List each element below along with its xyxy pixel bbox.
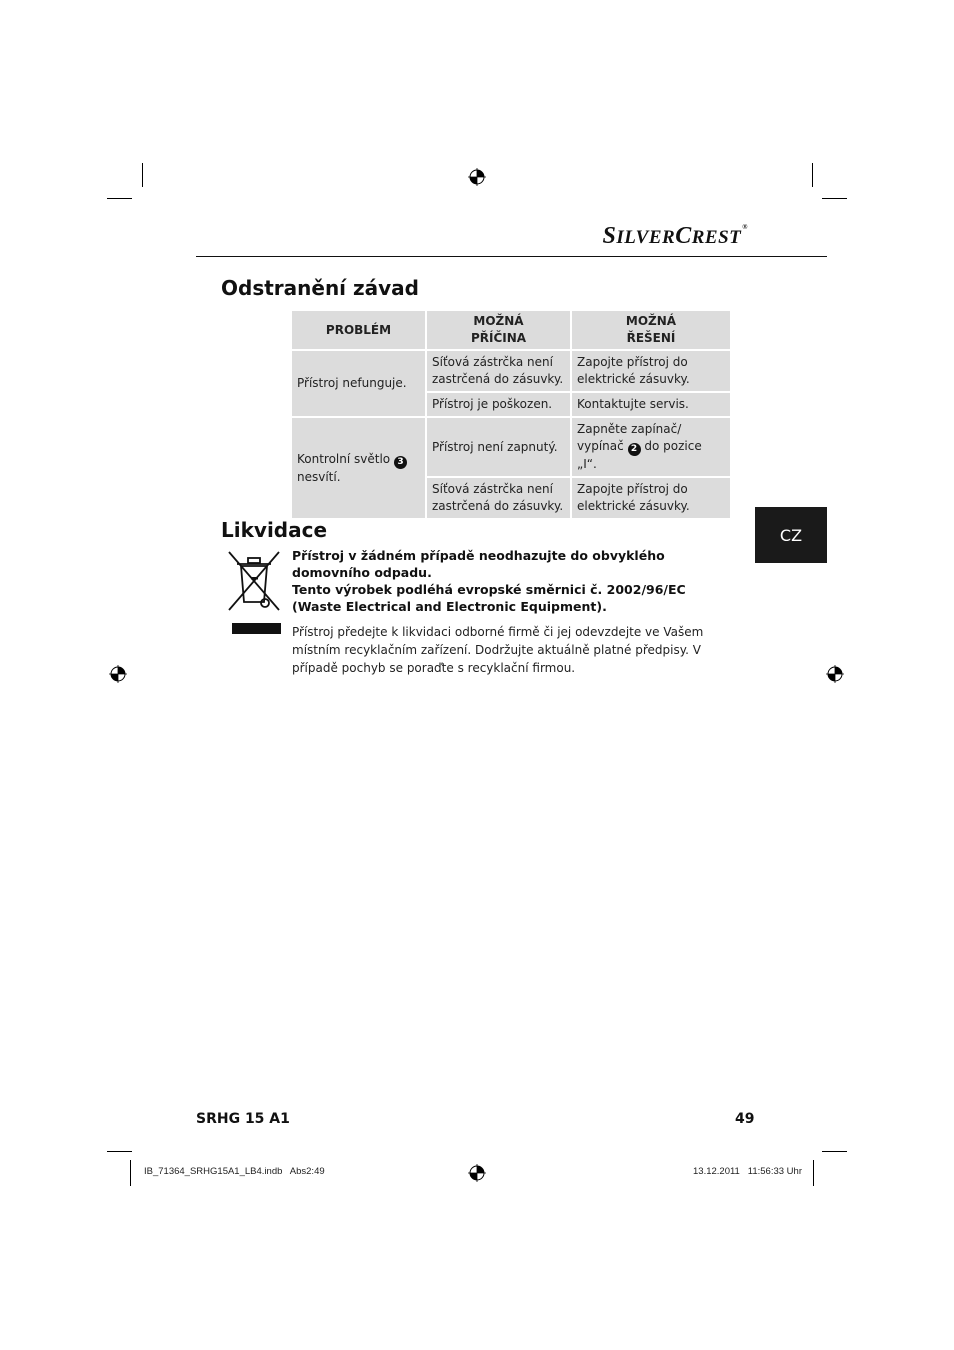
model-number: SRHG 15 A1 xyxy=(196,1111,290,1127)
cause-cell: Přístroj není zapnutý. xyxy=(426,417,571,477)
solution-cell: Zapojte přístroj do elektrické zásuvky. xyxy=(571,477,731,519)
reference-number-badge: 3 xyxy=(394,456,407,469)
header-problem: PROBLÉM xyxy=(291,310,426,350)
registration-mark-icon xyxy=(468,1164,486,1182)
disposal-warning: Přístroj v žádném případě neodhazujte do obvyklého domovního odpadu. Tento výrobek podléhá evropské směrnici č. 2002/96/EC (Waste Electrical and Electronic Equipment). xyxy=(292,548,686,614)
crossed-out-wheelie-bin-icon xyxy=(225,548,283,614)
crop-mark xyxy=(142,163,143,187)
header-solution: MOŽNÁ ŘEŠENÍ xyxy=(571,310,731,350)
registration-mark-icon xyxy=(468,168,486,186)
troubleshooting-table xyxy=(290,309,732,520)
disposal-title: Likvidace xyxy=(221,518,328,542)
registration-mark-icon xyxy=(826,665,844,683)
troubleshooting-title: Odstranění závad xyxy=(221,276,419,300)
reference-number-badge: 2 xyxy=(628,443,641,456)
table-row xyxy=(291,417,731,477)
solution-cell: Zapněte zapínač/ vypínač 2 do pozice „I“. xyxy=(571,417,731,477)
header-cause: MOŽNÁ PŘÍČINA xyxy=(426,310,571,350)
table-header-row xyxy=(291,310,731,350)
cause-cell: Síťová zástrčka není zastrčená do zásuvky. xyxy=(426,477,571,519)
cause-cell: Síťová zástrčka není zastrčená do zásuvky. xyxy=(426,350,571,392)
registration-mark-icon xyxy=(109,665,127,683)
table-row xyxy=(291,350,731,392)
solution-cell: Kontaktujte servis. xyxy=(571,392,731,417)
print-slug-file: IB_71364_SRHG15A1_LB4.indb Abs2:49 xyxy=(144,1166,325,1177)
page-number: 49 xyxy=(735,1111,755,1127)
separate-collection-bar xyxy=(232,623,281,634)
crop-mark xyxy=(813,1160,814,1186)
problem-cell: Přístroj nefunguje. xyxy=(291,350,426,417)
language-tab: CZ xyxy=(755,507,827,563)
disposal-text: Přístroj předejte k likvidaci odborné firmě či jej odevzdejte ve Vašem místním recyklačním zařízení. Dodržujte aktuálně platné předpisy. V případě pochyb se poraďte s recyklační firmou. xyxy=(292,625,704,675)
crop-mark xyxy=(107,1151,132,1152)
crop-mark xyxy=(812,163,813,187)
print-slug-timestamp: 13.12.2011 11:56:33 Uhr xyxy=(693,1166,802,1177)
problem-cell: Kontrolní světlo 3 nesvítí. xyxy=(291,417,426,519)
header-rule xyxy=(196,256,827,257)
crop-mark xyxy=(822,198,847,199)
brand-logo: SILVERCREST® xyxy=(602,223,748,249)
crop-mark xyxy=(130,1160,131,1186)
crop-mark xyxy=(822,1151,847,1152)
solution-cell: Zapojte přístroj do elektrické zásuvky. xyxy=(571,350,731,392)
crop-mark xyxy=(107,198,132,199)
cause-cell: Přístroj je poškozen. xyxy=(426,392,571,417)
